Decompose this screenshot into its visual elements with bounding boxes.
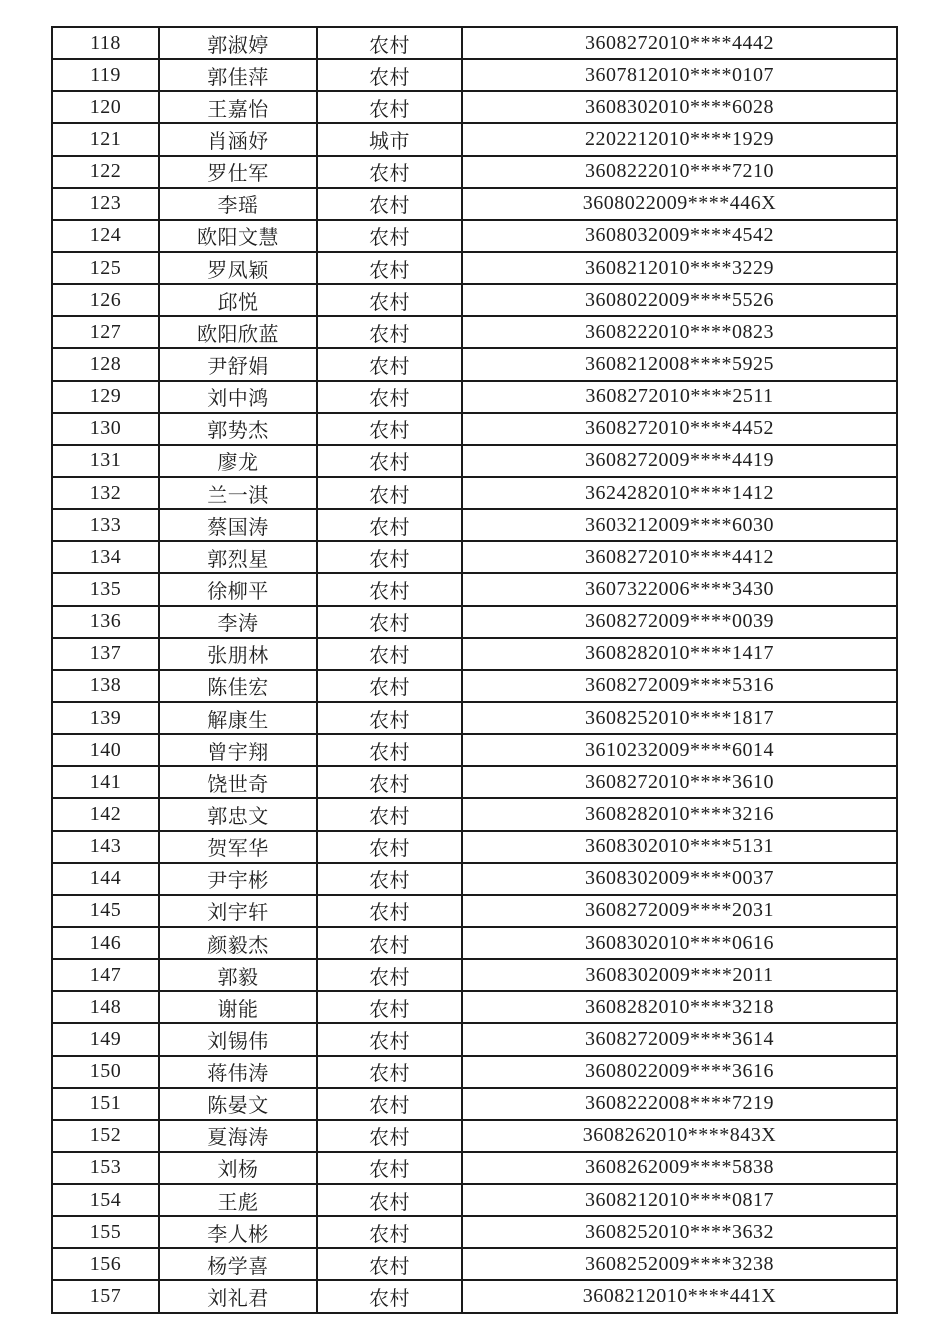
- id-number-cell: 3608282010****3218: [462, 991, 897, 1023]
- row-number-cell: 120: [52, 91, 159, 123]
- id-number-cell: 3608022009****3616: [462, 1056, 897, 1088]
- row-number-cell: 141: [52, 766, 159, 798]
- name-cell: 饶世奇: [159, 766, 317, 798]
- name-cell: 李人彬: [159, 1216, 317, 1248]
- name-cell: 罗凤颖: [159, 252, 317, 284]
- id-number-cell: 3624282010****1412: [462, 477, 897, 509]
- table-row: [52, 91, 897, 123]
- id-number-cell: 3608252010****3632: [462, 1216, 897, 1248]
- table-row: [52, 445, 897, 477]
- residence-type-cell: 农村: [317, 252, 462, 284]
- residence-type-cell: 农村: [317, 1280, 462, 1312]
- row-number-cell: 144: [52, 863, 159, 895]
- row-number-cell: 125: [52, 252, 159, 284]
- name-cell: 罗仕军: [159, 156, 317, 188]
- id-number-cell: 3608212010****3229: [462, 252, 897, 284]
- table-row: [52, 798, 897, 830]
- table-row: [52, 638, 897, 670]
- table-row: [52, 381, 897, 413]
- table-row: [52, 477, 897, 509]
- residence-type-cell: 农村: [317, 541, 462, 573]
- table-row: [52, 1248, 897, 1280]
- id-number-cell: 3607322006****3430: [462, 573, 897, 605]
- row-number-cell: 123: [52, 188, 159, 220]
- residence-type-cell: 农村: [317, 895, 462, 927]
- table-row: [52, 991, 897, 1023]
- row-number-cell: 139: [52, 702, 159, 734]
- id-number-cell: 3608272010****3610: [462, 766, 897, 798]
- id-number-cell: 3608272010****4452: [462, 413, 897, 445]
- table-row: [52, 413, 897, 445]
- row-number-cell: 145: [52, 895, 159, 927]
- name-cell: 郭烈星: [159, 541, 317, 573]
- residence-type-cell: 农村: [317, 27, 462, 59]
- residence-type-cell: 农村: [317, 348, 462, 380]
- id-number-cell: 3608302010****6028: [462, 91, 897, 123]
- table-row: [52, 734, 897, 766]
- table-row: [52, 1120, 897, 1152]
- table-row: [52, 188, 897, 220]
- row-number-cell: 132: [52, 477, 159, 509]
- residence-type-cell: 农村: [317, 284, 462, 316]
- residence-type-cell: 农村: [317, 220, 462, 252]
- name-cell: 刘礼君: [159, 1280, 317, 1312]
- table-row: [52, 541, 897, 573]
- residence-type-cell: 农村: [317, 831, 462, 863]
- name-cell: 陈佳宏: [159, 670, 317, 702]
- name-cell: 郭毅: [159, 959, 317, 991]
- row-number-cell: 149: [52, 1023, 159, 1055]
- table-row: [52, 1216, 897, 1248]
- roster-table: [51, 26, 898, 1314]
- name-cell: 刘中鸿: [159, 381, 317, 413]
- id-number-cell: 3608302010****5131: [462, 831, 897, 863]
- id-number-cell: 3608222008****7219: [462, 1088, 897, 1120]
- table-row: [52, 573, 897, 605]
- table-row: [52, 670, 897, 702]
- row-number-cell: 126: [52, 284, 159, 316]
- residence-type-cell: 农村: [317, 91, 462, 123]
- name-cell: 刘宇轩: [159, 895, 317, 927]
- table-row: [52, 927, 897, 959]
- name-cell: 解康生: [159, 702, 317, 734]
- roster-table-body: [52, 27, 897, 1313]
- row-number-cell: 152: [52, 1120, 159, 1152]
- row-number-cell: 140: [52, 734, 159, 766]
- name-cell: 郭淑婷: [159, 27, 317, 59]
- row-number-cell: 137: [52, 638, 159, 670]
- residence-type-cell: 农村: [317, 316, 462, 348]
- id-number-cell: 2202212010****1929: [462, 123, 897, 155]
- row-number-cell: 156: [52, 1248, 159, 1280]
- residence-type-cell: 农村: [317, 1152, 462, 1184]
- name-cell: 郭势杰: [159, 413, 317, 445]
- name-cell: 肖涵妤: [159, 123, 317, 155]
- row-number-cell: 157: [52, 1280, 159, 1312]
- name-cell: 颜毅杰: [159, 927, 317, 959]
- row-number-cell: 138: [52, 670, 159, 702]
- name-cell: 夏海涛: [159, 1120, 317, 1152]
- residence-type-cell: 农村: [317, 1120, 462, 1152]
- row-number-cell: 143: [52, 831, 159, 863]
- table-row: [52, 1088, 897, 1120]
- id-number-cell: 3608282010****1417: [462, 638, 897, 670]
- table-row: [52, 509, 897, 541]
- table-row: [52, 702, 897, 734]
- name-cell: 尹宇彬: [159, 863, 317, 895]
- residence-type-cell: 农村: [317, 509, 462, 541]
- row-number-cell: 122: [52, 156, 159, 188]
- name-cell: 郭忠文: [159, 798, 317, 830]
- id-number-cell: 3608212010****441X: [462, 1280, 897, 1312]
- id-number-cell: 3608262010****843X: [462, 1120, 897, 1152]
- table-row: [52, 27, 897, 59]
- table-row: [52, 1023, 897, 1055]
- row-number-cell: 124: [52, 220, 159, 252]
- residence-type-cell: 农村: [317, 1088, 462, 1120]
- residence-type-cell: 农村: [317, 381, 462, 413]
- id-number-cell: 3608022009****5526: [462, 284, 897, 316]
- table-row: [52, 284, 897, 316]
- id-number-cell: 3603212009****6030: [462, 509, 897, 541]
- table-row: [52, 1152, 897, 1184]
- row-number-cell: 119: [52, 59, 159, 91]
- id-number-cell: 3608272009****5316: [462, 670, 897, 702]
- table-row: [52, 959, 897, 991]
- residence-type-cell: 农村: [317, 413, 462, 445]
- row-number-cell: 135: [52, 573, 159, 605]
- id-number-cell: 3608272009****2031: [462, 895, 897, 927]
- id-number-cell: 3608302009****0037: [462, 863, 897, 895]
- name-cell: 李瑶: [159, 188, 317, 220]
- table-row: [52, 156, 897, 188]
- id-number-cell: 3608212008****5925: [462, 348, 897, 380]
- row-number-cell: 147: [52, 959, 159, 991]
- residence-type-cell: 农村: [317, 606, 462, 638]
- row-number-cell: 142: [52, 798, 159, 830]
- row-number-cell: 129: [52, 381, 159, 413]
- residence-type-cell: 农村: [317, 188, 462, 220]
- residence-type-cell: 城市: [317, 123, 462, 155]
- row-number-cell: 154: [52, 1184, 159, 1216]
- name-cell: 曾宇翔: [159, 734, 317, 766]
- table-row: [52, 831, 897, 863]
- id-number-cell: 3608272009****4419: [462, 445, 897, 477]
- name-cell: 廖龙: [159, 445, 317, 477]
- table-row: [52, 220, 897, 252]
- name-cell: 刘杨: [159, 1152, 317, 1184]
- table-row: [52, 1056, 897, 1088]
- name-cell: 陈晏文: [159, 1088, 317, 1120]
- residence-type-cell: 农村: [317, 638, 462, 670]
- residence-type-cell: 农村: [317, 445, 462, 477]
- id-number-cell: 3608212010****0817: [462, 1184, 897, 1216]
- residence-type-cell: 农村: [317, 156, 462, 188]
- table-row: [52, 863, 897, 895]
- id-number-cell: 3608252009****3238: [462, 1248, 897, 1280]
- residence-type-cell: 农村: [317, 959, 462, 991]
- table-row: [52, 606, 897, 638]
- residence-type-cell: 农村: [317, 477, 462, 509]
- row-number-cell: 155: [52, 1216, 159, 1248]
- id-number-cell: 3610232009****6014: [462, 734, 897, 766]
- residence-type-cell: 农村: [317, 798, 462, 830]
- residence-type-cell: 农村: [317, 734, 462, 766]
- residence-type-cell: 农村: [317, 766, 462, 798]
- table-row: [52, 895, 897, 927]
- name-cell: 张朋林: [159, 638, 317, 670]
- row-number-cell: 146: [52, 927, 159, 959]
- id-number-cell: 3608282010****3216: [462, 798, 897, 830]
- residence-type-cell: 农村: [317, 59, 462, 91]
- name-cell: 蔡国涛: [159, 509, 317, 541]
- row-number-cell: 153: [52, 1152, 159, 1184]
- row-number-cell: 130: [52, 413, 159, 445]
- id-number-cell: 3608222010****7210: [462, 156, 897, 188]
- residence-type-cell: 农村: [317, 702, 462, 734]
- residence-type-cell: 农村: [317, 573, 462, 605]
- table-row: [52, 1184, 897, 1216]
- row-number-cell: 127: [52, 316, 159, 348]
- name-cell: 王嘉怡: [159, 91, 317, 123]
- id-number-cell: 3608252010****1817: [462, 702, 897, 734]
- table-row: [52, 766, 897, 798]
- row-number-cell: 128: [52, 348, 159, 380]
- row-number-cell: 148: [52, 991, 159, 1023]
- id-number-cell: 3608272010****4412: [462, 541, 897, 573]
- name-cell: 郭佳萍: [159, 59, 317, 91]
- row-number-cell: 134: [52, 541, 159, 573]
- id-number-cell: 3608262009****5838: [462, 1152, 897, 1184]
- table-row: [52, 123, 897, 155]
- residence-type-cell: 农村: [317, 927, 462, 959]
- id-number-cell: 3608222010****0823: [462, 316, 897, 348]
- name-cell: 谢能: [159, 991, 317, 1023]
- id-number-cell: 3608022009****446X: [462, 188, 897, 220]
- row-number-cell: 136: [52, 606, 159, 638]
- name-cell: 邱悦: [159, 284, 317, 316]
- name-cell: 徐柳平: [159, 573, 317, 605]
- name-cell: 欧阳文慧: [159, 220, 317, 252]
- row-number-cell: 151: [52, 1088, 159, 1120]
- table-row: [52, 1280, 897, 1312]
- name-cell: 贺军华: [159, 831, 317, 863]
- id-number-cell: 3607812010****0107: [462, 59, 897, 91]
- name-cell: 刘锡伟: [159, 1023, 317, 1055]
- name-cell: 蒋伟涛: [159, 1056, 317, 1088]
- row-number-cell: 121: [52, 123, 159, 155]
- name-cell: 杨学喜: [159, 1248, 317, 1280]
- residence-type-cell: 农村: [317, 1023, 462, 1055]
- id-number-cell: 3608272010****4442: [462, 27, 897, 59]
- name-cell: 尹舒娟: [159, 348, 317, 380]
- id-number-cell: 3608302010****0616: [462, 927, 897, 959]
- residence-type-cell: 农村: [317, 1248, 462, 1280]
- row-number-cell: 133: [52, 509, 159, 541]
- name-cell: 欧阳欣蓝: [159, 316, 317, 348]
- name-cell: 兰一淇: [159, 477, 317, 509]
- residence-type-cell: 农村: [317, 1184, 462, 1216]
- table-row: [52, 316, 897, 348]
- id-number-cell: 3608302009****2011: [462, 959, 897, 991]
- residence-type-cell: 农村: [317, 670, 462, 702]
- id-number-cell: 3608272009****3614: [462, 1023, 897, 1055]
- residence-type-cell: 农村: [317, 991, 462, 1023]
- name-cell: 李涛: [159, 606, 317, 638]
- row-number-cell: 118: [52, 27, 159, 59]
- row-number-cell: 131: [52, 445, 159, 477]
- row-number-cell: 150: [52, 1056, 159, 1088]
- id-number-cell: 3608272009****0039: [462, 606, 897, 638]
- id-number-cell: 3608032009****4542: [462, 220, 897, 252]
- table-row: [52, 348, 897, 380]
- residence-type-cell: 农村: [317, 1056, 462, 1088]
- table-row: [52, 59, 897, 91]
- residence-type-cell: 农村: [317, 863, 462, 895]
- id-number-cell: 3608272010****2511: [462, 381, 897, 413]
- residence-type-cell: 农村: [317, 1216, 462, 1248]
- name-cell: 王彪: [159, 1184, 317, 1216]
- table-row: [52, 252, 897, 284]
